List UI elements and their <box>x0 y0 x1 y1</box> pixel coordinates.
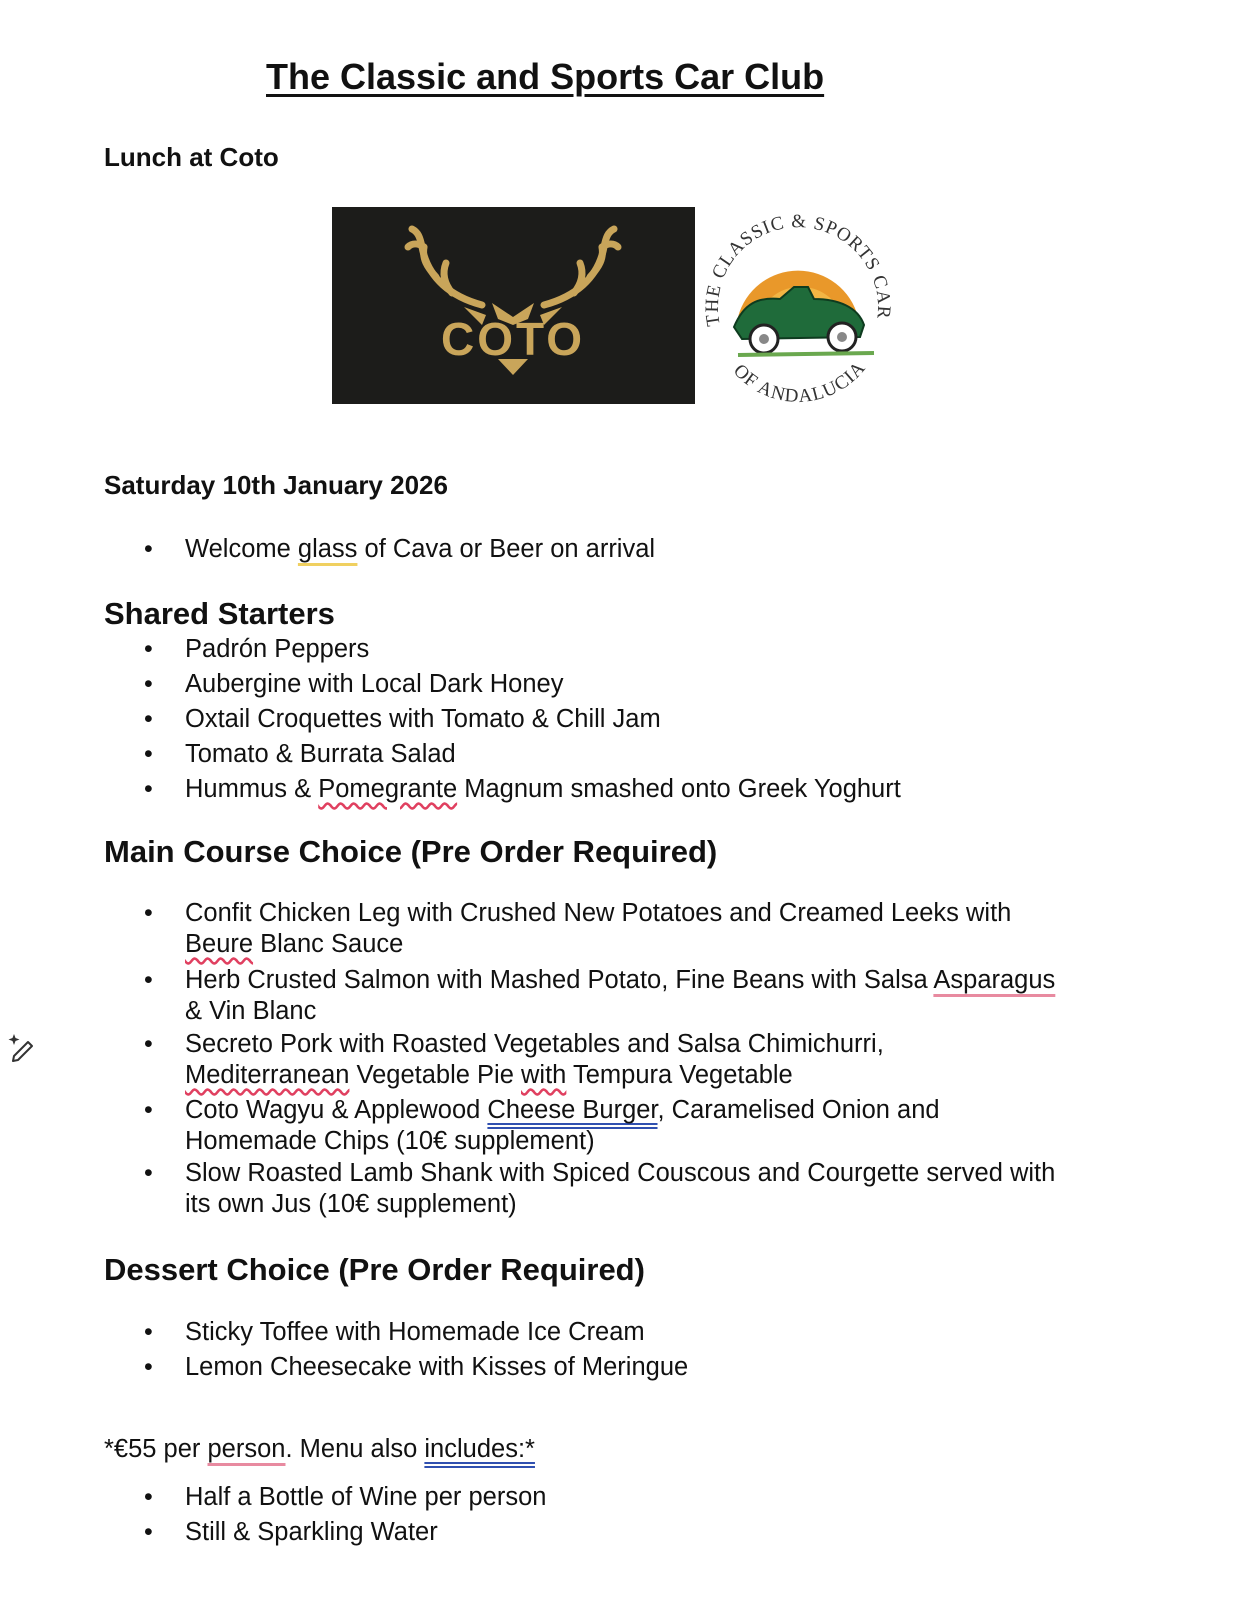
list-item: • Hummus & Pomegrante Magnum smashed onto Greek Yoghurt <box>0 774 1125 809</box>
list-item: • Coto Wagyu & Applewood Cheese Burger, Caramelised Onion and Homemade Chips (10€ supplement) <box>0 1095 1125 1158</box>
list-item: • Aubergine with Local Dark Honey <box>0 669 1125 704</box>
includes-list <box>0 1482 1125 1552</box>
starters-list <box>0 634 1125 809</box>
list-item: • Herb Crusted Salmon with Mashed Potato, Fine Beans with Salsa Asparagus & Vin Blanc <box>0 965 1125 1029</box>
stag-antlers-icon <box>332 207 695 404</box>
list-item: • Still & Sparkling Water <box>0 1517 1125 1552</box>
mains-heading: Main Course Choice (Pre Order Required) <box>104 834 718 869</box>
list-item: • Half a Bottle of Wine per person <box>0 1482 1125 1517</box>
list-item: • Secreto Pork with Roasted Vegetables and Salsa Chimichurri, Mediterranean Vegetable Pie with Tempura Vegetable <box>0 1029 1125 1095</box>
list-item: • Welcome glass of Cava or Beer on arrival <box>0 534 1125 565</box>
desserts-heading: Dessert Choice (Pre Order Required) <box>104 1252 645 1287</box>
list-item: • Tomato & Burrata Salad <box>0 739 1125 774</box>
list-item: • Lemon Cheesecake with Kisses of Meringue <box>0 1352 1125 1387</box>
mains-list <box>0 898 1125 1222</box>
list-item: • Oxtail Croquettes with Tomato & Chill Jam <box>0 704 1125 739</box>
event-date: Saturday 10th January 2026 <box>104 470 448 500</box>
coto-logo <box>332 207 695 404</box>
price-note: *€55 per person. Menu also includes:* <box>104 1435 535 1463</box>
list-item: • Sticky Toffee with Homemade Ice Cream <box>0 1317 1125 1352</box>
ai-pen-sparkle-icon[interactable] <box>6 1030 40 1064</box>
welcome-list <box>0 534 1125 565</box>
coto-logo-text: COTO <box>440 313 586 365</box>
starters-heading: Shared Starters <box>104 596 335 631</box>
club-logo-top-text: THE CLASSIC & SPORTS CAR <box>701 211 895 328</box>
list-item: • Slow Roasted Lamb Shank with Spiced Couscous and Courgette served with its own Jus (10€ supplement) <box>0 1158 1125 1222</box>
document-title: The Classic and Sports Car Club <box>266 56 825 97</box>
desserts-list <box>0 1317 1125 1387</box>
event-subtitle: Lunch at Coto <box>104 142 279 172</box>
club-logo-bottom-text: OF ANDALUCIA <box>729 357 871 407</box>
list-item: • Padrón Peppers <box>0 634 1125 669</box>
svg-text:OF ANDALUCIA <box>729 357 870 407</box>
list-item: • Confit Chicken Leg with Crushed New Potatoes and Creamed Leeks with Beure Blanc Sauce <box>0 898 1125 965</box>
club-logo <box>698 207 898 407</box>
green-roadster-car-icon <box>698 207 898 407</box>
